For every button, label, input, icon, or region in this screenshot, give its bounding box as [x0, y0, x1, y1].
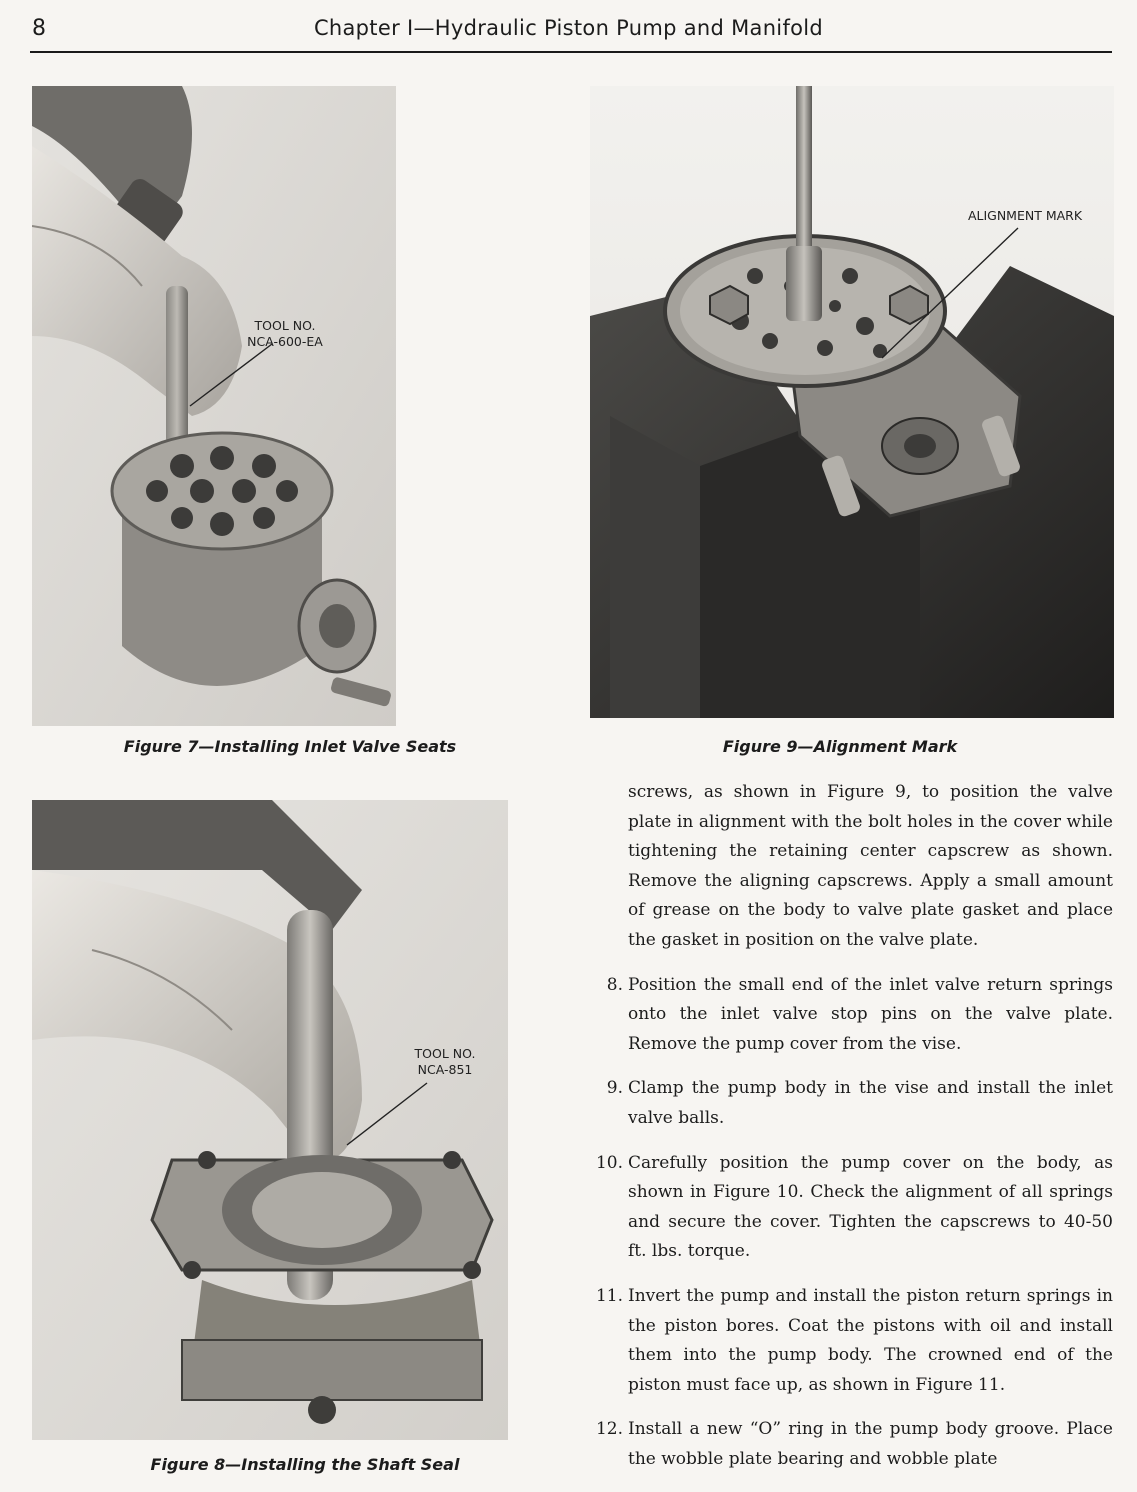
figure-8-caption: Figure 8—Installing the Shaft Seal: [150, 1455, 460, 1474]
figure-7-photo: [32, 86, 396, 726]
step-item: [585, 1149, 1113, 1267]
figure-7-caption: Figure 7—Installing Inlet Valve Seats: [123, 737, 457, 756]
figure-9-photo: [590, 86, 1114, 718]
page-number: 8: [32, 16, 46, 41]
instructions-text: [585, 778, 1113, 1489]
header-rule: [30, 51, 1112, 53]
figure-9-caption: Figure 9—Alignment Mark: [722, 737, 958, 756]
continuation-paragraph: screws, as shown in Figure 9, to position the valve plate in alignment with the bolt holes in the cover while tightening the retaining center capscrew as shown. Remove the aligning capscrews. Apply a small amount of grease on the body to valve plate gasket and place the gasket in position on the valve plate.: [628, 782, 1113, 950]
figure-8-illustration: [32, 800, 508, 1440]
step-number: 9.: [606, 1078, 623, 1099]
figure-8-callout-line2: NCA-851: [417, 1062, 473, 1077]
step-number: 8.: [606, 974, 623, 995]
step-item: [585, 1282, 1113, 1400]
figure-8-callout-line1: TOOL NO.: [414, 1046, 476, 1061]
figure-8-callout: [390, 1046, 500, 1078]
step-item: [585, 1074, 1113, 1133]
figure-7-callout-line2: NCA-600-EA: [247, 334, 323, 349]
chapter-title: Chapter I—Hydraulic Piston Pump and Manifold: [313, 16, 824, 40]
figure-9-illustration: [590, 86, 1114, 718]
step-text: Clamp the pump body in the vise and install the inlet valve balls.: [628, 1078, 1113, 1128]
figure-7-illustration: [32, 86, 396, 726]
step-item: [585, 1415, 1113, 1474]
step-text: Invert the pump and install the piston return springs in the piston bores. Coat the pistons with oil and install them into the pump body. The crowned end of the piston must face up, as shown in Figure 11.: [628, 1285, 1113, 1395]
figure-9-callout: ALIGNMENT MARK: [967, 208, 1083, 223]
step-text: Position the small end of the inlet valve return springs onto the inlet valve stop pins on the valve plate. Remove the pump cover from the vise.: [628, 974, 1113, 1054]
figure-8-photo: [32, 800, 508, 1440]
figure-7-callout: [225, 318, 345, 350]
figure-7-callout-line1: TOOL NO.: [254, 318, 316, 333]
page-header: [0, 0, 1137, 56]
step-number: 10.: [595, 1152, 623, 1173]
step-text: Install a new “O” ring in the pump body groove. Place the wobble plate bearing and wobble plate: [628, 1419, 1113, 1469]
step-item: [585, 971, 1113, 1060]
step-text: Carefully position the pump cover on the body, as shown in Figure 10. Check the alignment of all springs and secure the cover. Tighten the capscrews to 40-50 ft. lbs. torque.: [628, 1152, 1113, 1262]
step-number: 11.: [595, 1285, 623, 1306]
step-number: 12.: [595, 1419, 623, 1440]
